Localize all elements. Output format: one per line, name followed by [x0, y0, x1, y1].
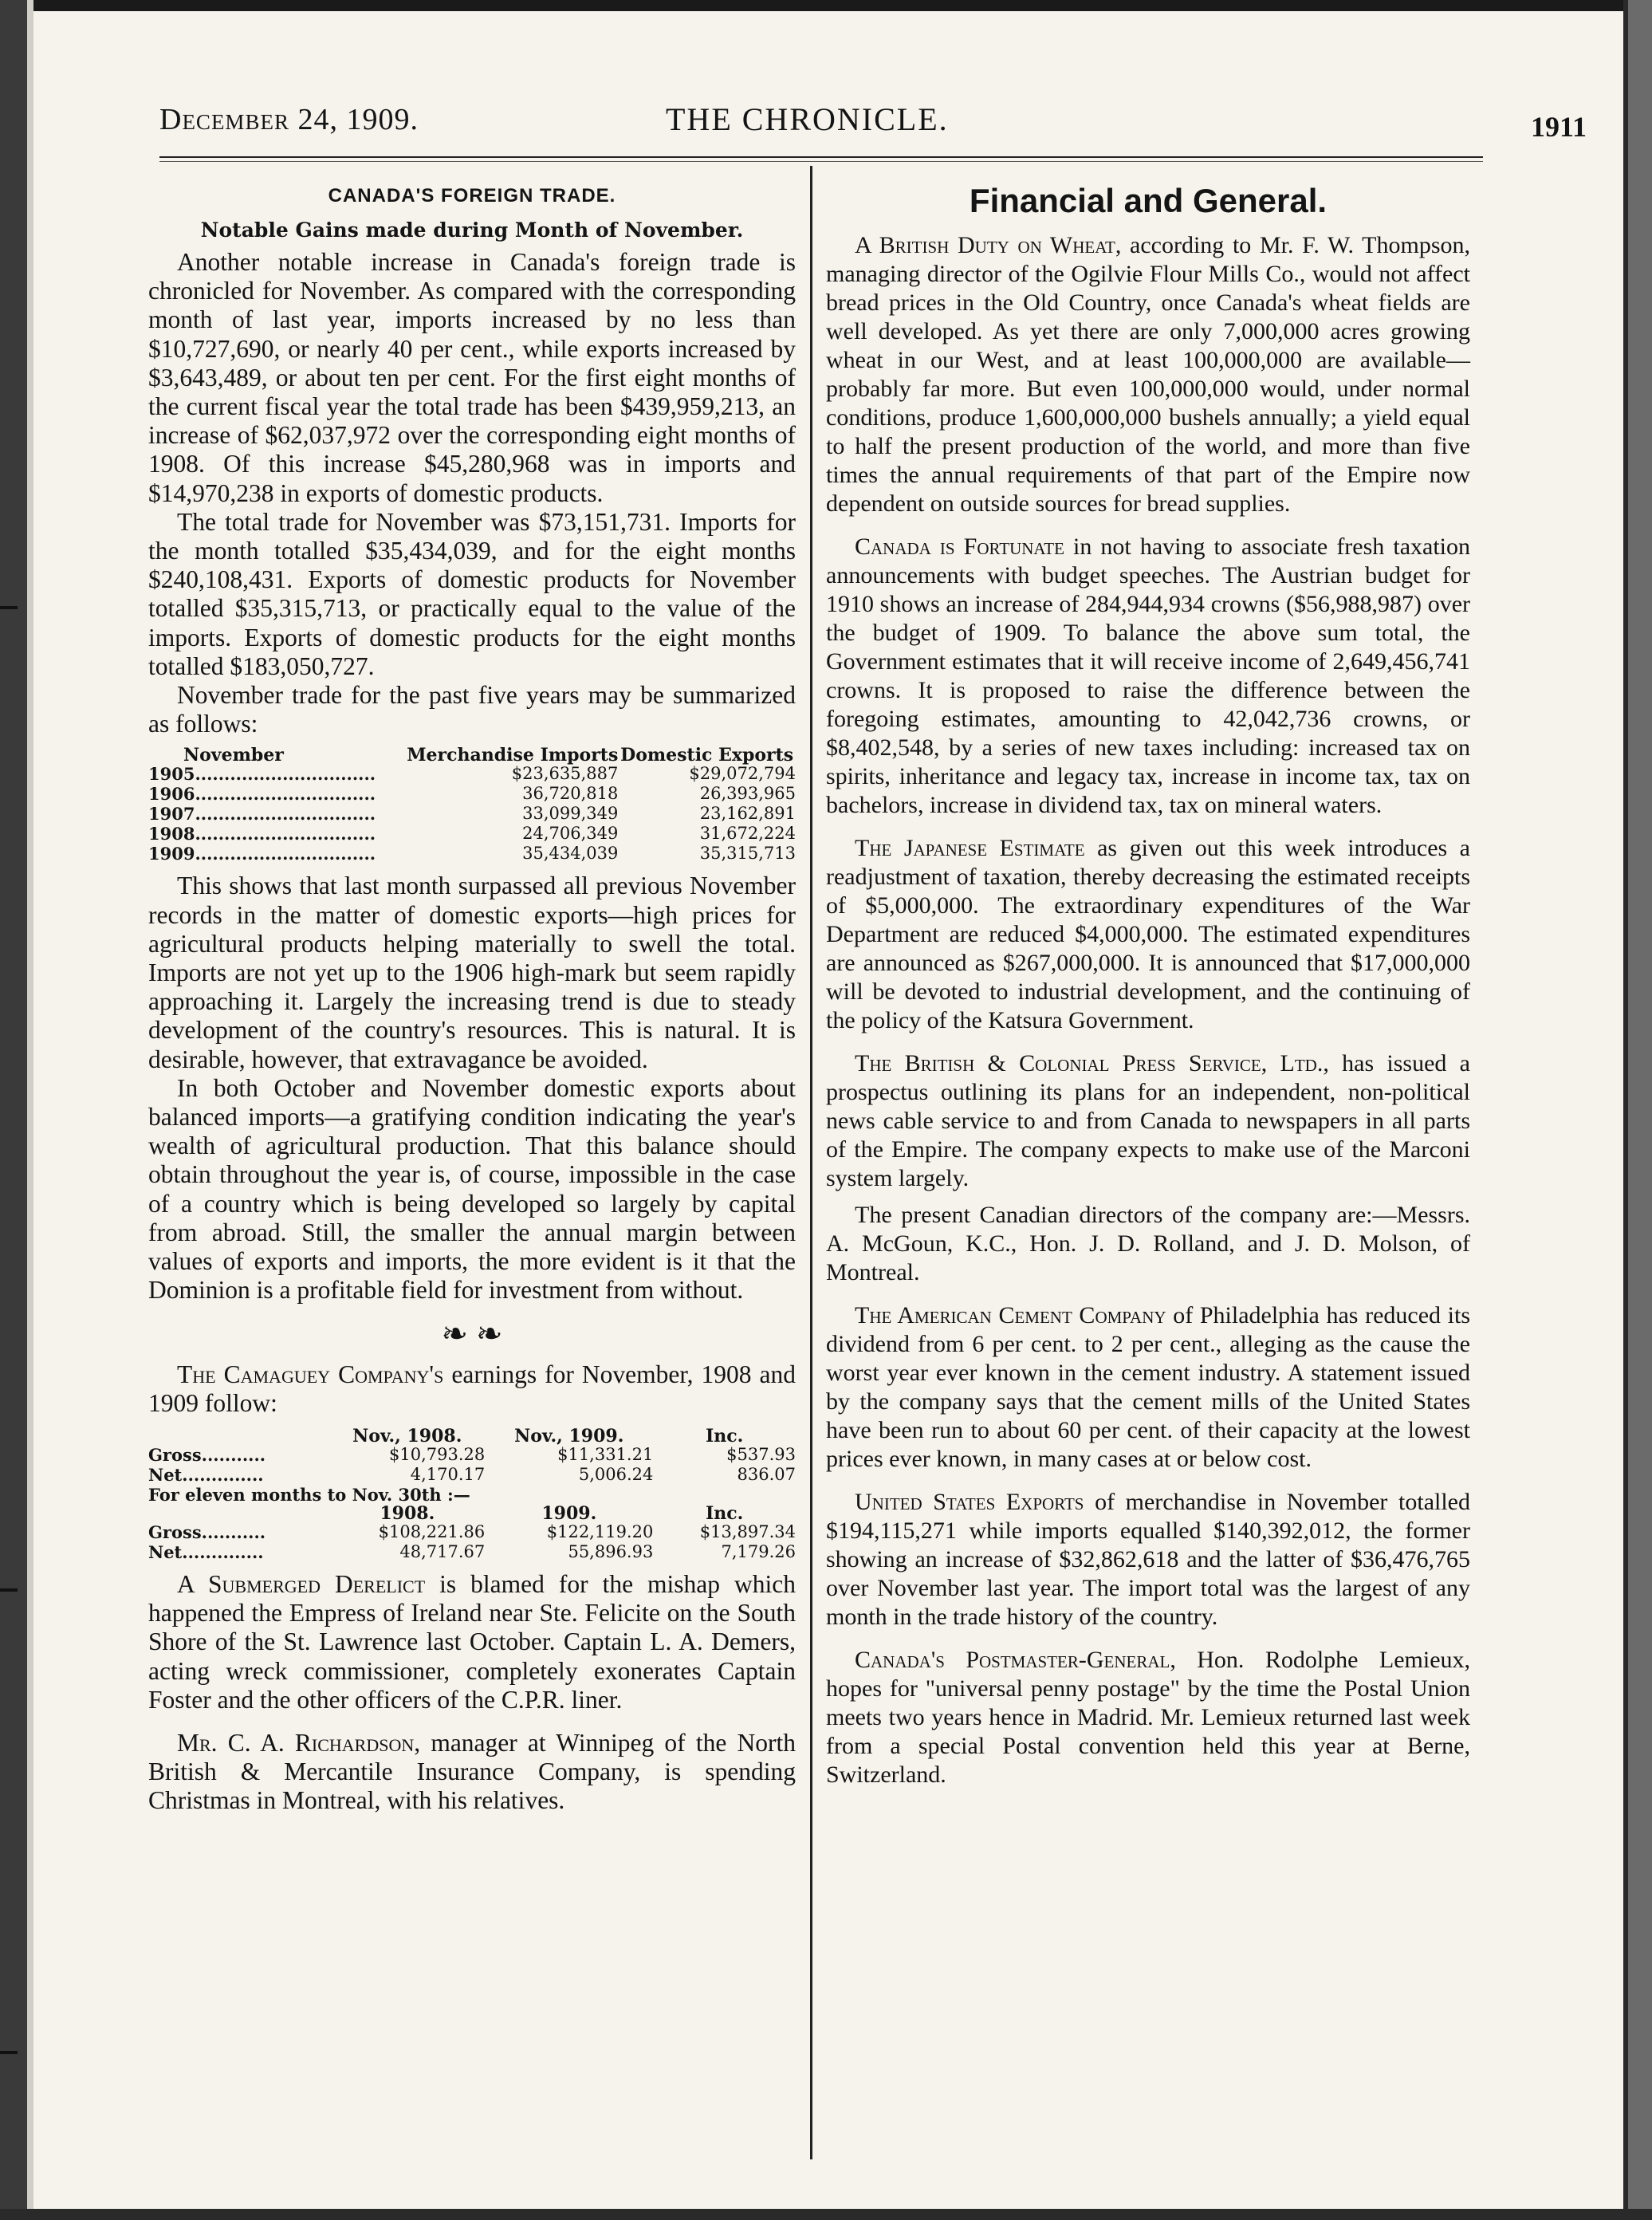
- right-column: [826, 169, 1470, 1789]
- row-year: 1906...............................: [148, 784, 376, 805]
- lead-in: Canada's Postmaster-General,: [855, 1647, 1176, 1673]
- page-number: 1911: [1530, 111, 1587, 143]
- table-row: Gross........... $10,793.28 $11,331.21 $537.93: [148, 1444, 796, 1465]
- row-year: 1909...............................: [148, 844, 376, 864]
- lead-in: Mr. C. A. Richardson,: [177, 1728, 421, 1757]
- header-rule: [159, 156, 1483, 158]
- left-column: [148, 169, 796, 1816]
- scan-margin-left: [27, 0, 33, 2220]
- table-header: November: [183, 745, 284, 766]
- table-header: Nov., 1909.: [514, 1425, 624, 1447]
- table-header: 1909.: [541, 1502, 597, 1524]
- table-header: Inc.: [706, 1425, 744, 1447]
- exports-value: 23,162,891: [699, 804, 796, 824]
- lead-in: The American Cement Company: [855, 1302, 1166, 1328]
- publication-title: THE CHRONICLE.: [666, 101, 949, 137]
- lead-in: Canada is Fortunate: [855, 533, 1064, 560]
- paragraph: This shows that last month surpassed all previous November records in the matter of domestic exports—high prices for agricultural products helping materially to swell the total. Imports are not yet up to the 1906 high-mark but seem rapidly approaching it. Largely the increasing trend is due to steady development of the country's resources. This is natural. It is desirable, however, that extravagance be avoided.: [148, 872, 796, 1073]
- news-item: The American Cement Company of Philadelphia has reduced its dividend from 6 per cent. to 2 per cent., alleging as the cause the worst year ever known in the cement industry. A statement issued by the company says that the cement mills of the United States have been run to about 60 per cent. of their capacity at the lowest prices ever known, in many cases at or below cost.: [826, 1302, 1471, 1472]
- row-year: 1907...............................: [148, 804, 376, 825]
- imports-value: $23,635,887: [511, 764, 619, 784]
- paragraph: November trade for the past five years may be summarized as follows:: [148, 681, 796, 738]
- paragraph: Mr. C. A. Richardson, manager at Winnipeg of the North British & Mercantile Insurance Company, is spending Christmas in Montreal, with his relatives.: [148, 1728, 796, 1815]
- camaguey-earnings-table: [148, 1427, 796, 1562]
- news-item: The present Canadian directors of the company are:—Messrs. A. McGoun, K.C., Hon. J. D. Rolland, and J. D. Molson, of Montreal.: [826, 1202, 1470, 1285]
- binding-mark: [0, 2051, 18, 2054]
- table-header: Inc.: [706, 1502, 744, 1524]
- page-header: [159, 102, 1587, 150]
- article-subheading: Notable Gains made during Month of November.: [200, 218, 744, 242]
- row-year: 1905...............................: [148, 764, 376, 785]
- table-row: Net.............. 4,170.17 5,006.24 836.07: [148, 1464, 796, 1485]
- news-item: The British & Colonial Press Service, Ltd., has issued a prospectus outlining its plans for an independent, non-political news cable service to and from Canada to newspapers in all parts of the Empire. The company expects to make use of the Marconi system largely.: [826, 1050, 1470, 1191]
- scan-border-bottom: [0, 2209, 1652, 2220]
- table-row: Gross........... $108,221.86 $122,119.20 $13,897.34: [148, 1521, 796, 1542]
- imports-value: 33,099,349: [522, 804, 619, 824]
- exports-value: $29,072,794: [689, 764, 796, 784]
- imports-value: 24,706,349: [522, 824, 619, 844]
- table-header: 1908.: [380, 1502, 435, 1524]
- scan-border-right: [1628, 0, 1652, 2220]
- issue-date: December 24, 1909.: [159, 103, 419, 136]
- lead-in: A Submerged Derelict: [177, 1569, 426, 1598]
- lead-in: The Japanese Estimate: [855, 835, 1085, 861]
- scan-border-top: [0, 0, 1652, 11]
- news-item: The Japanese Estimate as given out this week introduces a readjustment of taxation, thereby decreasing the estimated receipts of $5,000,000. The extraordinary expenditures of the War Department are reduced $4,000,000. The estimated expenditures are announced as $267,000,000. It is announced that $17,000,000 will be devoted to industrial development, and the continuing of the policy of the Katsura Government.: [826, 835, 1471, 1033]
- paragraph: A Submerged Derelict is blamed for the mishap which happened the Empress of Ireland near Ste. Felicite on the South Shore of the St. Lawrence last October. Captain L. A. Demers, acting wreck commissioner, completely exonerates Captain Foster and the other officers of the C.P.R. liner.: [148, 1569, 796, 1714]
- table-row: [148, 784, 796, 804]
- table-row: [148, 764, 796, 784]
- paragraph: The Camaguey Company's earnings for November, 1908 and 1909 follow:: [148, 1360, 796, 1417]
- table-row: [148, 844, 796, 864]
- paragraph: The total trade for November was $73,151,731. Imports for the month totalled $35,434,039, and for the eight months $240,108,431. Exports of domestic products for November totalled $35,315,713, or practically equal to the value of the imports. Exports of domestic products for the eight months totalled $183,050,727.: [148, 507, 796, 680]
- table-subheading: For eleven months to Nov. 30th :—: [148, 1484, 470, 1505]
- lead-in: The British & Colonial Press Service, Ltd.,: [855, 1050, 1329, 1077]
- table-row: [148, 824, 796, 844]
- header-rule: [159, 161, 1483, 162]
- exports-value: 26,393,965: [699, 784, 796, 804]
- row-year: 1908...............................: [148, 824, 376, 844]
- paragraph: In both October and November domestic exports about balanced imports—a gratifying condition indicating the year's wealth of agricultural production. That this balance should obtain throughout the year is, of course, impossible in the case of a country which is being developed so largely by capital from abroad. Still, the smaller the annual margin between values of exports and imports, the more evident is it that the Dominion is a profitable field for investment from without.: [148, 1073, 796, 1305]
- lead-in: United States Exports: [855, 1489, 1084, 1515]
- exports-value: 35,315,713: [699, 844, 796, 864]
- column-divider: [810, 166, 812, 2159]
- binding-mark: [0, 1588, 18, 1592]
- table-row: Net.............. 48,717.67 55,896.93 7,179.26: [148, 1541, 796, 1562]
- exports-value: 31,672,224: [699, 824, 796, 844]
- section-heading: Financial and General.: [969, 182, 1328, 219]
- news-item: A British Duty on Wheat, according to Mr. F. W. Thompson, managing director of the Ogilvie Flour Mills Co., would not affect bread prices in the Old Country, once Canada's wheat fields are well developed. As yet there are only 7,000,000 acres growing wheat in our West, and at least 100,000,000 are available—probably far more. But even 100,000,000 would, under normal conditions, produce 1,600,000,000 bushels annually; a yield equal to half the present production of the world, and more than five times the annual requirements of that part of the Empire now dependent on outside sources for bread supplies.: [826, 232, 1470, 517]
- scan-border-left: [0, 0, 27, 2220]
- section-ornament: ❧ ❧: [441, 1315, 503, 1352]
- table-header: Domestic Exports: [620, 745, 794, 766]
- lead-in: A British Duty on Wheat,: [855, 232, 1122, 258]
- imports-value: 35,434,039: [522, 844, 619, 864]
- article-heading: CANADA'S FOREIGN TRADE.: [328, 185, 616, 207]
- news-item: United States Exports of merchandise in November totalled $194,115,271 while imports equalled $140,392,012, the former showing an increase of $32,862,618 and the latter of $36,476,765 over November last year. The import total was the largest of any month in the trade history of the country.: [826, 1489, 1470, 1630]
- november-trade-table: [148, 746, 796, 864]
- lead-in: The Camaguey Company's: [177, 1360, 444, 1388]
- paragraph: Another notable increase in Canada's foreign trade is chronicled for November. As compared with the corresponding month of last year, imports increased by no less than $10,727,690, or nearly 40 per cent., while exports increased by $3,643,489, or about ten per cent. For the first eight months of the current fiscal year the total trade has been $439,959,213, an increase of $62,037,972 over the corresponding eight months of 1908. Of this increase $45,280,968 was in imports and $14,970,238 in exports of domestic products.: [148, 248, 796, 507]
- imports-value: 36,720,818: [522, 784, 619, 804]
- table-header: Merchandise Imports: [407, 745, 619, 766]
- table-header: Nov., 1908.: [352, 1425, 462, 1447]
- table-row: [148, 804, 796, 824]
- news-item: Canada's Postmaster-General, Hon. Rodolphe Lemieux, hopes for "universal penny postage" by the time the Postal Union meets two years hence in Madrid. Mr. Lemieux returned last week from a special Postal convention held this year at Berne, Switzerland.: [826, 1647, 1471, 1788]
- news-item: Canada is Fortunate in not having to associate fresh taxation announcements with budget speeches. The Austrian budget for 1910 shows an increase of 284,944,934 crowns ($56,988,987) over the budget of 1909. To balance the above sum total, the Government estimates that it will receive income of 2,649,456,741 crowns. It is proposed to raise the difference between the foregoing estimates, amounting to 42,042,736 crowns, or $8,402,548, by a series of new taxes including: increased tax on spirits, inheritance and legacy tax, increase in income tax, tax on bachelors, increase in dividend tax, tax on mineral waters.: [826, 533, 1471, 818]
- binding-mark: [0, 606, 18, 609]
